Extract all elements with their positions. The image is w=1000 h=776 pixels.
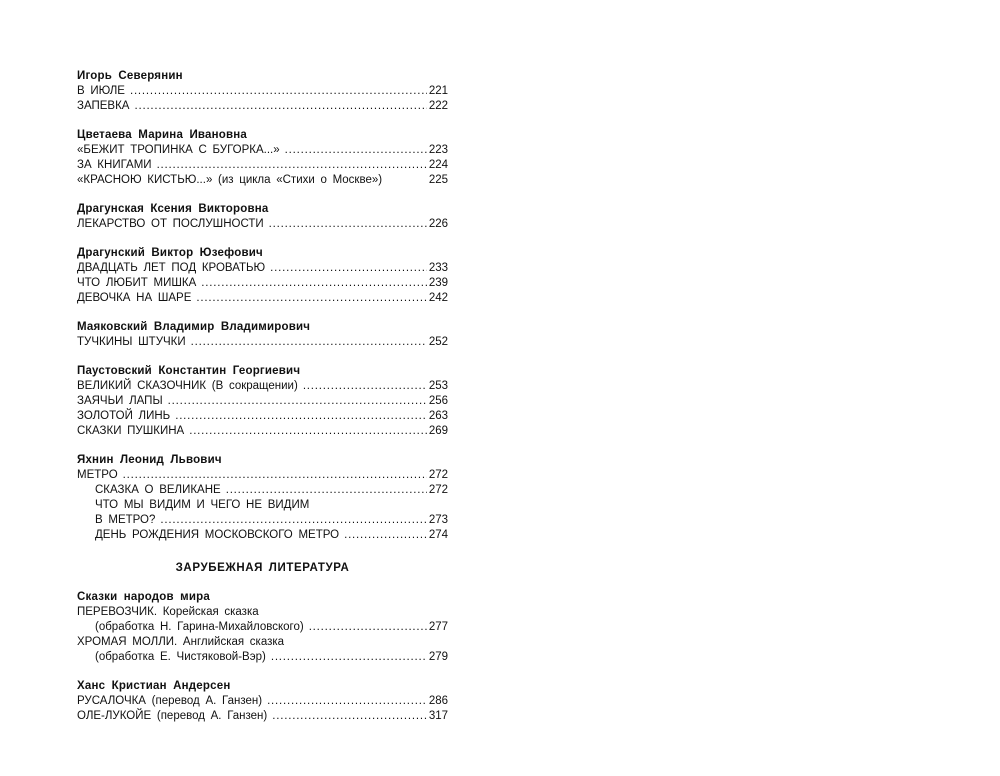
table-of-contents [77,68,448,737]
toc-entry [77,635,448,650]
toc-entry [77,605,448,620]
entry-title: СКАЗКИ ПУШКИНА [77,425,185,437]
page-number: 253 [428,380,448,392]
entry-title: ЧТО ЛЮБИТ МИШКА [77,277,197,289]
dot-leader [344,528,427,543]
page-number: 274 [428,529,448,541]
entry-title: МЕТРО [77,469,118,481]
dot-leader [201,276,427,291]
page-number: 239 [428,277,448,289]
author-section [77,452,448,543]
dot-leader [157,158,427,173]
toc-entry [77,528,448,543]
page-number: 225 [428,174,448,186]
entry-title: (обработка Н. Гарина-Михайловского) [95,621,304,633]
toc-entry [77,468,448,483]
author-name: Яхнин Леонид Львович [77,454,222,466]
entry-title: ВЕЛИКИЙ СКАЗОЧНИК (В сокращении) [77,380,298,392]
entry-title: ЗОЛОТОЙ ЛИНЬ [77,410,171,422]
dot-leader [270,261,427,276]
entry-title: ЧТО МЫ ВИДИМ И ЧЕГО НЕ ВИДИМ [95,499,310,511]
dot-leader [271,650,427,665]
author-section [77,363,448,439]
page-number: 226 [428,218,448,230]
dot-leader [226,483,427,498]
toc-entry [77,217,448,232]
entry-title: «БЕЖИТ ТРОПИНКА С БУГОРКА...» [77,144,280,156]
author-section [77,678,448,724]
entry-title: ДВАДЦАТЬ ЛЕТ ПОД КРОВАТЬЮ [77,262,266,274]
dot-leader [191,335,427,350]
page-number: 233 [428,262,448,274]
toc-entry [77,498,448,513]
dot-leader [269,217,427,232]
toc-entry [77,158,448,173]
dot-leader [303,379,427,394]
dot-leader [123,468,427,483]
page-number: 277 [428,621,448,633]
toc-entry [77,424,448,439]
author-section [77,127,448,188]
toc-entry [77,379,448,394]
foreign-literature-sections [77,589,448,724]
toc-entry [77,650,448,665]
entry-title: СКАЗКА О ВЕЛИКАНЕ [95,484,221,496]
author-name: Игорь Северянин [77,70,183,82]
page-number: 269 [428,425,448,437]
page-number: 263 [428,410,448,422]
author-section [77,589,448,665]
page-number: 224 [428,159,448,171]
entry-title: (обработка Е. Чистяковой-Вэр) [95,651,266,663]
section-heading-foreign-literature: ЗАРУБЕЖНАЯ ЛИТЕРАТУРА [175,562,350,574]
entry-title: ДЕНЬ РОЖДЕНИЯ МОСКОВСКОГО МЕТРО [95,529,340,541]
page-number: 242 [428,292,448,304]
toc-entry [77,99,448,114]
toc-entry [77,694,448,709]
entry-title: «КРАСНОЮ КИСТЬЮ...» (из цикла «Стихи о Москве») [77,174,383,186]
dot-leader [160,513,426,528]
toc-entry [77,335,448,350]
author-name: Ханс Кристиан Андерсен [77,680,231,692]
page-number: 279 [428,651,448,663]
entry-title: ЗА КНИГАМИ [77,159,152,171]
page-number: 223 [428,144,448,156]
entry-title: ХРОМАЯ МОЛЛИ. Английская сказка [77,636,285,648]
entry-title: ТУЧКИНЫ ШТУЧКИ [77,336,186,348]
toc-entry [77,291,448,306]
page-number: 222 [428,100,448,112]
dot-leader [196,291,426,306]
entry-title: ДЕВОЧКА НА ШАРЕ [77,292,192,304]
page-number: 252 [428,336,448,348]
native-literature-sections [77,68,448,543]
toc-entry [77,143,448,158]
toc-entry [77,173,448,188]
toc-entry [77,261,448,276]
author-section [77,68,448,114]
author-section [77,201,448,232]
dot-leader [189,424,427,439]
dot-leader [309,620,427,635]
page-number: 273 [428,514,448,526]
toc-entry [77,513,448,528]
entry-title: В МЕТРО? [95,514,156,526]
dot-leader [175,409,427,424]
dot-leader [130,84,427,99]
dot-leader [168,394,427,409]
dot-leader [267,694,427,709]
author-name: Цветаева Марина Ивановна [77,129,248,141]
toc-entry [77,84,448,99]
toc-entry [77,483,448,498]
entry-title: В ИЮЛЕ [77,85,125,97]
page-number: 272 [428,469,448,481]
author-name: Маяковский Владимир Владимирович [77,321,311,333]
entry-title: ЗАПЕВКА [77,100,130,112]
dot-leader [272,709,427,724]
entry-title: ЛЕКАРСТВО ОТ ПОСЛУШНОСТИ [77,218,264,230]
author-name: Драгунская Ксения Викторовна [77,203,269,215]
toc-entry [77,394,448,409]
toc-entry [77,709,448,724]
page-number: 317 [428,710,448,722]
entry-title: РУСАЛОЧКА (перевод А. Ганзен) [77,695,263,707]
toc-entry [77,409,448,424]
page-number: 256 [428,395,448,407]
dot-leader [134,99,426,114]
author-name: Сказки народов мира [77,591,210,603]
page-number: 272 [428,484,448,496]
toc-entry [77,620,448,635]
entry-title: ОЛЕ-ЛУКОЙЕ (перевод А. Ганзен) [77,710,268,722]
toc-entry [77,276,448,291]
author-name: Драгунский Виктор Юзефович [77,247,263,259]
entry-title: ПЕРЕВОЗЧИК. Корейская сказка [77,606,259,618]
author-section [77,245,448,306]
author-name: Паустовский Константин Георгиевич [77,365,301,377]
page-number: 221 [428,85,448,97]
dot-leader [285,143,427,158]
page-number: 286 [428,695,448,707]
author-section [77,319,448,350]
entry-title: ЗАЯЧЬИ ЛАПЫ [77,395,163,407]
